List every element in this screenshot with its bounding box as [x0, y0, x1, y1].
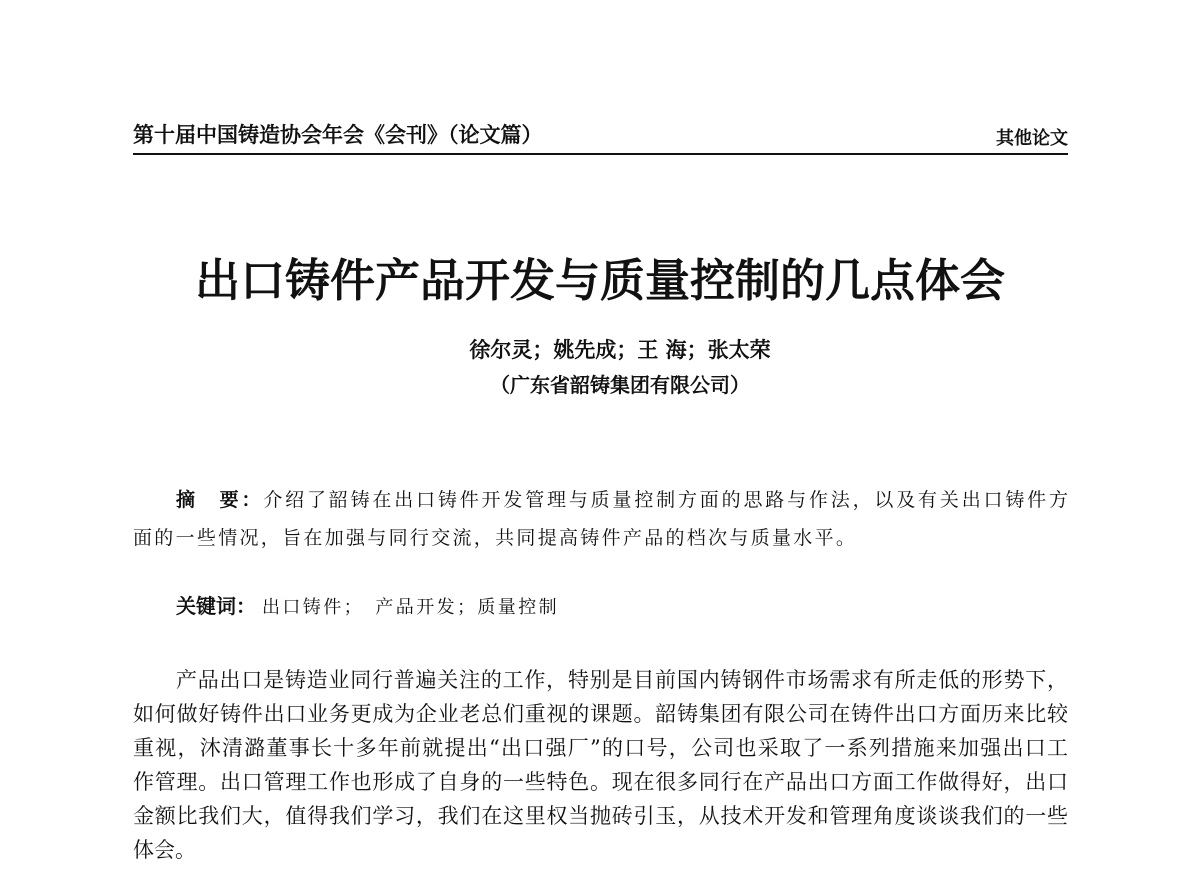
author-affiliation: （广东省韶铸集团有限公司） — [490, 373, 750, 397]
section-label: 其他论文 — [996, 128, 1068, 149]
paper-title: 出口铸件产品开发与质量控制的几点体会 — [194, 254, 1005, 307]
body-line: 金额比我们大，值得我们学习，我们在这里权当抛砖引玉，从技术开发和管理角度谈谈我们的一些 — [133, 804, 1068, 828]
abstract-line — [133, 481, 1068, 519]
journal-title: 第十届中国铸造协会年会《会刊》（论文篇） — [133, 123, 543, 147]
body-line: 作管理。出口管理工作也形成了自身的一些特色。现在很多同行在产品出口方面工作做得好，出口 — [133, 770, 1068, 794]
author-list: 徐尔灵；姚先成；王 海；张太荣 — [469, 338, 771, 362]
keywords — [176, 593, 1068, 619]
keywords-text: 出口铸件； 产品开发；质量控制 — [262, 597, 559, 618]
abstract — [133, 481, 1068, 557]
abstract-line: 面的一些情况，旨在加强与同行交流，共同提高铸件产品的档次与质量水平。 — [133, 527, 858, 549]
abstract-label: 摘 要： — [176, 489, 264, 511]
body-line: 如何做好铸件出口业务更成为企业老总们重视的课题。韶铸集团有限公司在铸件出口方面历来比较 — [133, 702, 1068, 726]
keywords-label: 关键词： — [176, 594, 256, 618]
body-paragraph — [133, 663, 1068, 867]
body-line: 产品出口是铸造业同行普遍关注的工作，特别是目前国内铸钢件市场需求有所走低的形势下， — [176, 668, 1068, 692]
body-line: 体会。 — [133, 838, 196, 862]
body-line: 重视，沐清潞董事长十多年前就提出“出口强厂”的口号，公司也采取了一系列措施来加强出口工 — [133, 736, 1068, 760]
running-header — [133, 118, 1068, 155]
abstract-text: 介绍了韶铸在出口铸件开发管理与质量控制方面的思路与作法，以及有关出口铸件方 — [263, 489, 1068, 511]
